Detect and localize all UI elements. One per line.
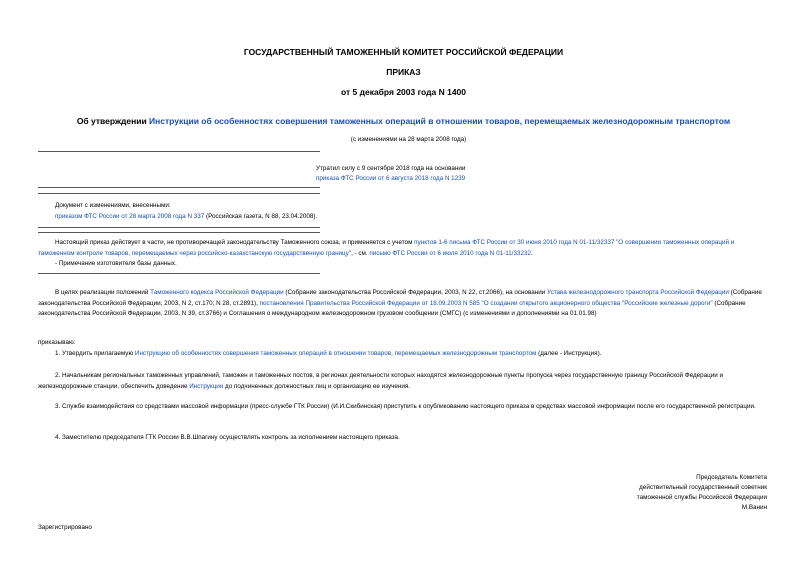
title-prefix: Об утверждении bbox=[76, 116, 150, 126]
expiry-text: Утратил силу с 9 сентября 2018 года на основании bbox=[316, 165, 466, 172]
divider bbox=[38, 187, 320, 188]
customs-code-link[interactable]: Таможенного кодекса Российской Федерации bbox=[150, 289, 284, 296]
instruction-link[interactable]: Инструкцию об особенностях совершения таможенных операций в отношении товаров, перемещаемых железнодорожным транспортом bbox=[134, 350, 537, 357]
government-decree-link[interactable]: постановления Правительства Российской Федерации от 18.09.2003 N 585 "О создании открытого акционерного общества "Российские железные дороги" bbox=[259, 299, 713, 307]
preamble-text-3: (Собрание законодательства Российской Федерации, 2003, N 2, ст.170; N 28, ст.2891), bbox=[38, 289, 762, 307]
divider bbox=[38, 193, 320, 194]
signatory-rank: действительный государственный советник bbox=[639, 484, 767, 491]
item-1-text: 1. Утвердить прилагаемую bbox=[55, 350, 135, 357]
instruction-short-link[interactable]: Инструкции bbox=[189, 382, 224, 390]
issuing-authority: ГОСУДАРСТВЕННЫЙ ТАМОЖЕННЫЙ КОМИТЕТ РОССИЙСКОЙ ФЕДЕРАЦИИ bbox=[243, 47, 564, 57]
letter-33232-link[interactable]: письмо ФТС России от 6 июля 2010 года N 01-11/33232 bbox=[369, 249, 531, 257]
signatory-position: Председатель Комитета bbox=[696, 474, 767, 481]
document-type: ПРИКАЗ bbox=[386, 67, 421, 77]
railway-charter-link[interactable]: Устава железнодорожного транспорта Российской Федерации bbox=[547, 289, 729, 296]
divider bbox=[38, 273, 320, 274]
item-2-tail: до подчиненных должностных лиц и организацию ее изучения. bbox=[223, 382, 411, 390]
expiry-order-link[interactable]: приказа ФТС России от 6 августа 2018 года N 1239 bbox=[316, 175, 466, 182]
item-1 bbox=[38, 349, 772, 360]
preamble-text-2: (Собрание законодательства Российской Федерации, 2003, N 22, ст.2066), на основании bbox=[283, 289, 547, 296]
item-4: 4. Заместителю председателя ГТК России В.В.Шпагину осуществлять контроль за исполнением настоящего приказа. bbox=[55, 434, 400, 441]
changes-label: Документ с изменениями, внесенными: bbox=[55, 202, 171, 209]
signature-block bbox=[467, 473, 767, 513]
letter-32337-link[interactable]: пунктов 1-6 письма ФТС России от 30 июня 2010 года N 01-11/32337 "О совершении таможенных операций и таможенном контроле товаров, перемещаемых через российско-казахстанскую государственную границу" bbox=[38, 239, 735, 257]
document-title bbox=[0, 116, 807, 126]
instruction-title-link[interactable]: Инструкции об особенностях совершения таможенных операций в отношении товаров, перемещаемых железнодорожным транспортом bbox=[149, 116, 731, 126]
changes-order-link[interactable]: приказом ФТС России от 28 марта 2008 года N 337 bbox=[55, 213, 205, 220]
changes-source: (Российская газета, N 88, 23.04.2008). bbox=[204, 213, 318, 220]
database-footnote: - Примечание изготовителя базы данных. bbox=[55, 260, 177, 267]
preamble-text-4: (Собрание законодательства Российской Федерации, 2003, N 39, ст.3766) и Соглашения о международном железнодорожном грузовом сообщении (СМГС) (с изменениями и дополнениями на 01.01.98) bbox=[38, 299, 746, 317]
registration-note: Зарегистрировано bbox=[38, 524, 92, 531]
document-date-number: от 5 декабря 2003 года N 1400 bbox=[340, 87, 467, 97]
expiry-notice bbox=[316, 164, 616, 184]
item-2-text: 2. Начальникам региональных таможенных управлений, таможен и таможенных постов, в регионах деятельности которых находятся железнодорожные пункты пропуска через государственную границу Российской Федерации и железнодорожные станции, обеспечить доведение bbox=[38, 372, 724, 390]
signatory-name: М.Ванин bbox=[741, 504, 767, 511]
order-word: приказываю: bbox=[38, 339, 76, 346]
changes-block bbox=[55, 201, 655, 222]
preamble bbox=[38, 288, 772, 320]
item-1-tail: (далее - Инструкция). bbox=[536, 350, 602, 357]
item-3: 3. Службе взаимодействия со средствами массовой информации (пресс-службе ГТК России) (И.И.Скибинская) приступить к опубликованию настоящего приказа в средствах массовой информации после его государственной регистрации. bbox=[55, 403, 756, 410]
note-text-3: . bbox=[531, 249, 533, 257]
divider bbox=[38, 227, 320, 228]
note-text-1: Настоящий приказ действует в части, не противоречащей законодательству Таможенного союза, и применяется с учетом bbox=[55, 239, 415, 246]
revision-note: (с изменениями на 28 марта 2008 года) bbox=[350, 136, 467, 143]
note-text-2: , - см. bbox=[351, 249, 370, 257]
applicability-note bbox=[38, 238, 772, 259]
divider bbox=[38, 151, 320, 152]
signatory-service: таможенной службы Российской Федерации bbox=[636, 494, 767, 501]
preamble-text-1: В целях реализации положений bbox=[55, 289, 151, 296]
divider bbox=[38, 232, 320, 233]
item-2 bbox=[38, 371, 772, 392]
